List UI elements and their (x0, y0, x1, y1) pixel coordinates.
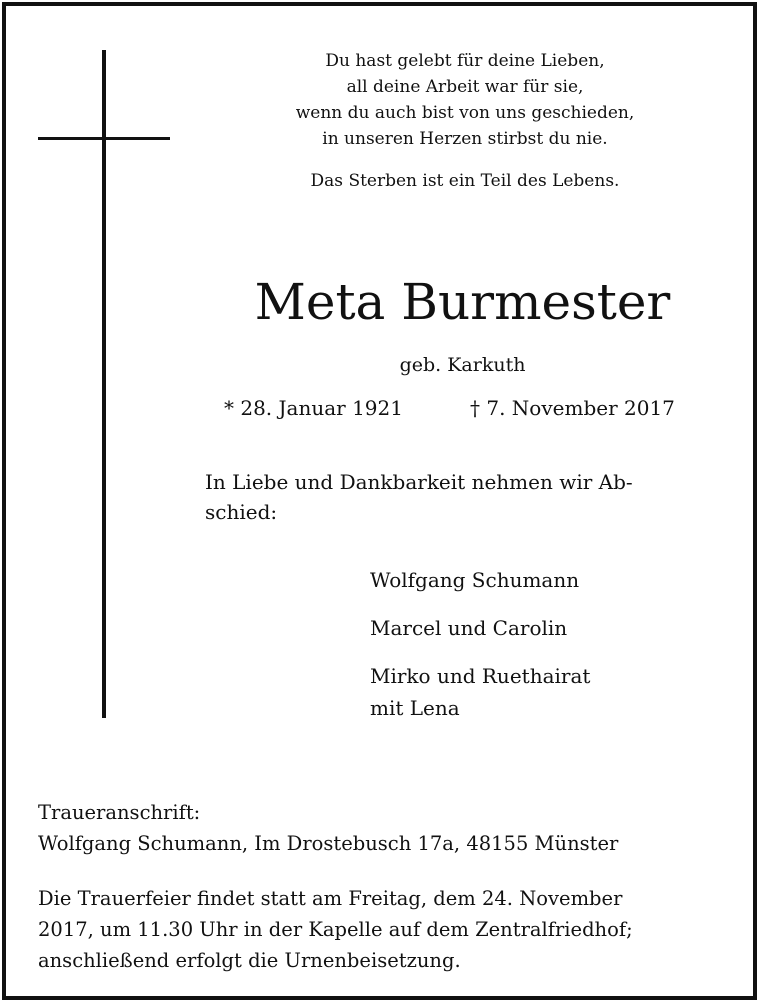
birth-date: * 28. Januar 1921 (224, 396, 403, 420)
poem-line: wenn du auch bist von uns geschieden, (295, 103, 635, 123)
deceased-name: Meta Burmester (254, 273, 671, 331)
cross-icon-vertical (102, 50, 106, 718)
death-date: † 7. November 2017 (470, 396, 675, 420)
poem-line: Du hast gelebt für deine Lieben, (325, 51, 605, 71)
family-member: mit Lena (370, 696, 460, 720)
poem-line: in unseren Herzen stirbst du nie. (322, 129, 608, 149)
cross-icon-horizontal (38, 137, 170, 140)
ceremony-line: Die Trauerfeier findet statt am Freitag, dem 24. November (38, 887, 623, 910)
ceremony-info (38, 883, 633, 976)
poem-closing: Das Sterben ist ein Teil des Lebens. (310, 171, 620, 191)
born-name: geb. Karkuth (399, 354, 526, 376)
poem-line: all deine Arbeit war für sie, (346, 77, 584, 97)
address-label: Traueranschrift: (38, 801, 201, 824)
address-value: Wolfgang Schumann, Im Drostebusch 17a, 48155 Münster (38, 832, 619, 855)
mourning-address (38, 797, 618, 859)
farewell-line: schied: (205, 500, 278, 524)
ceremony-line: 2017, um 11.30 Uhr in der Kapelle auf dem Zentralfriedhof; (38, 918, 633, 941)
family-member: Marcel und Carolin (370, 616, 568, 640)
family-member: Mirko und Ruethairat (370, 664, 591, 688)
ceremony-line: anschließend erfolgt die Urnenbeisetzung. (38, 949, 461, 972)
family-member: Wolfgang Schumann (370, 568, 580, 592)
farewell-text (205, 467, 720, 527)
poem (230, 48, 700, 194)
farewell-line: In Liebe und Dankbarkeit nehmen wir Ab- (205, 470, 633, 494)
